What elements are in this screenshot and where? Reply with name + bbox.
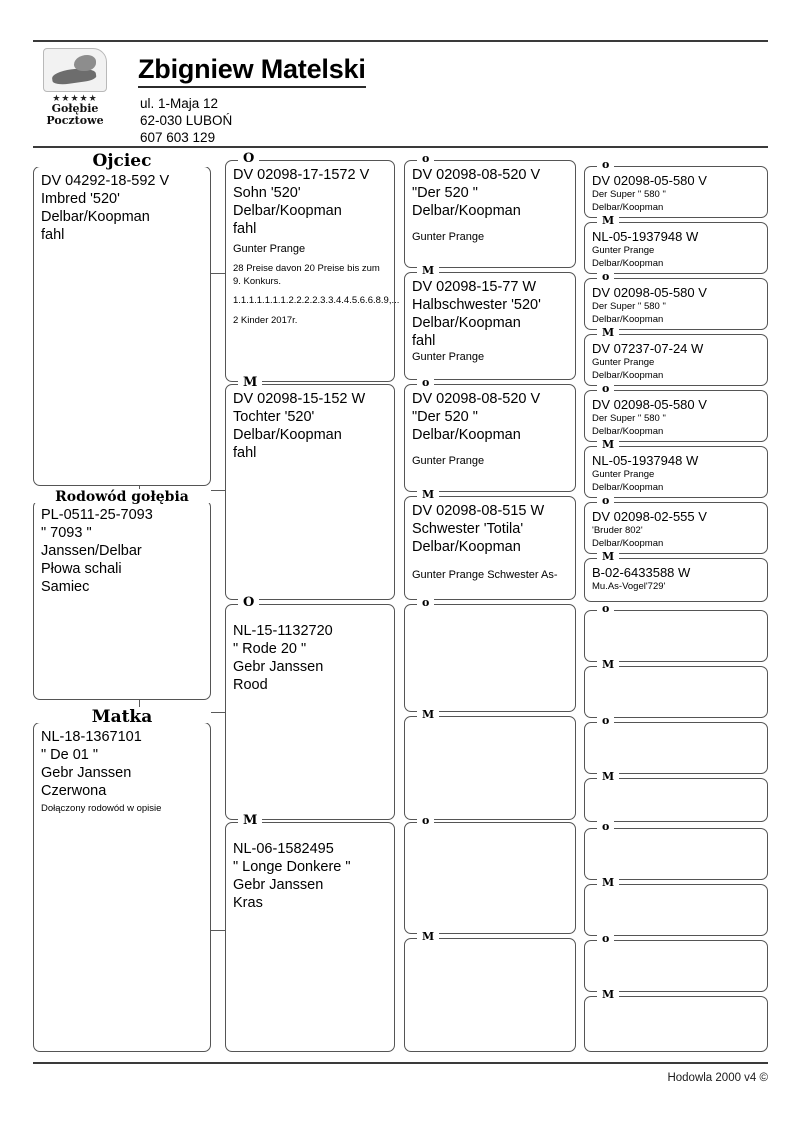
g3-1-ring: DV 02098-08-520 V <box>412 167 541 183</box>
g2-1-note-2: 1.1.1.1.1.1.1.2.2.2.2.3.3.4.4.5.6.6.8.9,... <box>233 295 400 306</box>
connector-g2-4 <box>211 930 225 931</box>
g2-2-tag: M <box>238 377 262 389</box>
subject-name: " 7093 " <box>41 525 92 541</box>
g4-3-strain: Delbar/Koopman <box>592 313 664 325</box>
logo-line-1: Gołębie <box>51 102 99 115</box>
g2-4-ring: NL-06-1582495 <box>233 841 334 857</box>
pedigree-box-g3-3[interactable] <box>404 376 576 492</box>
footer-text: Hodowla 2000 v4 © <box>667 1072 768 1084</box>
g4-4-tag: M <box>597 327 619 339</box>
g3-3-breeder: Gunter Prange <box>412 455 485 467</box>
g4-8-ring: B-02-6433588 W <box>592 565 691 580</box>
g4-2-tag: M <box>597 215 619 227</box>
g4-1-name: Der Super " 580 " <box>592 189 666 200</box>
g2-1-color: fahl <box>233 221 257 237</box>
pedigree-box-g4-7[interactable] <box>584 494 768 554</box>
stars-icon: ★★★★★ <box>52 93 98 103</box>
g4-6-name: Gunter Prange <box>592 469 655 480</box>
g4-5-strain: Delbar/Koopman <box>592 425 664 437</box>
pedigree-box-g4-15[interactable] <box>584 932 768 992</box>
g4-5-name: Der Super " 580 " <box>592 413 666 424</box>
g2-4-color: Kras <box>233 895 263 911</box>
pedigree-box-g4-11[interactable] <box>584 714 768 774</box>
logo-line-2: Pocztowe <box>46 114 104 127</box>
g4-12-tag: M <box>597 771 619 783</box>
g4-10-tag: M <box>597 659 619 671</box>
pedigree-box-subject[interactable] <box>33 489 211 700</box>
g3-3-name: "Der 520 " <box>412 409 478 425</box>
page-title: Zbigniew Matelski <box>138 54 366 88</box>
g4-4-name: Gunter Prange <box>592 357 655 368</box>
pedigree-box-g3-5[interactable] <box>404 596 576 712</box>
pedigree-box-g2-2[interactable] <box>225 375 395 600</box>
g2-3-tag: O <box>238 597 259 609</box>
g3-3-tag: o <box>417 377 434 389</box>
g4-7-name: 'Bruder 802' <box>592 525 643 536</box>
subject-strain: Janssen/Delbar <box>41 543 142 559</box>
mother-strain: Gebr Janssen <box>41 765 132 781</box>
g4-5-ring: DV 02098-05-580 V <box>592 397 707 412</box>
g4-6-strain: Delbar/Koopman <box>592 481 664 493</box>
connector-g2-2 <box>211 490 225 491</box>
pedigree-box-g4-10[interactable] <box>584 658 768 718</box>
g4-14-tag: M <box>597 877 619 889</box>
g2-2-name: Tochter '520' <box>233 409 315 425</box>
pedigree-box-g3-6[interactable] <box>404 708 576 820</box>
g2-1-ring: DV 02098-17-1572 V <box>233 167 370 183</box>
mother-ring: NL-18-1367101 <box>41 729 142 745</box>
g4-11-tag: o <box>597 715 614 727</box>
father-tag: Ojciec <box>34 155 210 167</box>
father-ring: DV 04292-18-592 V <box>41 173 170 189</box>
g4-1-strain: Delbar/Koopman <box>592 201 664 213</box>
g3-2-breeder: Gunter Prange <box>412 351 485 363</box>
connector-g2-1 <box>211 273 225 274</box>
g2-1-tag: O <box>238 153 259 165</box>
g4-4-strain: Delbar/Koopman <box>592 369 664 381</box>
g3-6-tag: M <box>417 709 439 721</box>
g3-4-name: Schwester 'Totila' <box>412 521 524 537</box>
pedigree-box-g3-2[interactable] <box>404 264 576 380</box>
g3-1-breeder: Gunter Prange <box>412 231 485 243</box>
father-strain: Delbar/Koopman <box>41 209 150 225</box>
g2-4-tag: M <box>238 815 262 827</box>
pedigree-box-g2-3[interactable] <box>225 595 395 820</box>
g4-13-tag: o <box>597 821 614 833</box>
g3-1-strain: Delbar/Koopman <box>412 203 521 219</box>
mother-name: " De 01 " <box>41 747 99 763</box>
pedigree-box-g2-4[interactable] <box>225 813 395 1052</box>
subject-tag: Rodowód gołębia <box>34 491 210 503</box>
g3-2-name: Halbschwester '520' <box>412 297 541 313</box>
g2-4-strain: Gebr Janssen <box>233 877 324 893</box>
pedigree-box-father[interactable] <box>33 151 211 486</box>
pedigree-box-g4-9[interactable] <box>584 602 768 662</box>
g3-2-ring: DV 02098-15-77 W <box>412 279 537 295</box>
document-footer <box>33 1062 768 1084</box>
g2-4-name: " Longe Donkere " <box>233 859 351 875</box>
pedigree-box-g4-8[interactable] <box>584 550 768 602</box>
pedigree-box-mother[interactable] <box>33 707 211 1052</box>
g2-3-ring: NL-15-1132720 <box>233 623 333 639</box>
g4-3-tag: o <box>597 271 614 283</box>
g3-1-tag: o <box>417 153 434 165</box>
g4-15-tag: o <box>597 933 614 945</box>
g2-2-ring: DV 02098-15-152 W <box>233 391 366 407</box>
pedigree-box-g4-6[interactable] <box>584 438 768 498</box>
address-line-2: 62-030 LUBOŃ <box>140 113 233 128</box>
pedigree-box-g4-12[interactable] <box>584 770 768 822</box>
g4-1-ring: DV 02098-05-580 V <box>592 173 707 188</box>
pedigree-box-g3-8[interactable] <box>404 930 576 1052</box>
g2-1-note-1: 28 Preise davon 20 Preise bis zum 9. Konkurs. <box>233 263 380 287</box>
subject-ring: PL-0511-25-7093 <box>41 507 153 523</box>
pedigree-box-g3-1[interactable] <box>404 152 576 268</box>
g4-7-tag: o <box>597 495 614 507</box>
g3-4-strain: Delbar/Koopman <box>412 539 521 555</box>
g4-2-ring: NL-05-1937948 W <box>592 229 699 244</box>
g4-6-ring: NL-05-1937948 W <box>592 453 699 468</box>
mother-tag: Matka <box>34 711 210 723</box>
g4-2-name: Gunter Prange <box>592 245 655 256</box>
father-name: Imbred '520' <box>41 191 120 207</box>
g3-4-breeder: Gunter Prange Schwester As- <box>412 569 558 581</box>
g3-7-tag: o <box>417 815 434 827</box>
g3-4-tag: M <box>417 489 439 501</box>
pedigree-box-g3-4[interactable] <box>404 488 576 600</box>
breeder-address <box>140 95 232 146</box>
connector-g2-3 <box>211 712 225 713</box>
pedigree-box-g4-5[interactable] <box>584 382 768 442</box>
g3-1-name: "Der 520 " <box>412 185 478 201</box>
g4-16-tag: M <box>597 989 619 1001</box>
g3-5-tag: o <box>417 597 434 609</box>
g4-2-strain: Delbar/Koopman <box>592 257 664 269</box>
pedigree-box-g4-16[interactable] <box>584 988 768 1052</box>
document-header <box>33 40 768 148</box>
g3-3-ring: DV 02098-08-520 V <box>412 391 541 407</box>
g4-8-tag: M <box>597 551 619 563</box>
g2-3-color: Rood <box>233 677 268 693</box>
g4-7-ring: DV 02098-02-555 V <box>592 509 707 524</box>
breeder-logo <box>36 48 114 142</box>
g2-1-strain: Delbar/Koopman <box>233 203 342 219</box>
father-color: fahl <box>41 227 65 243</box>
g2-1-name: Sohn '520' <box>233 185 301 201</box>
g2-2-strain: Delbar/Koopman <box>233 427 342 443</box>
g4-8-name: Mu.As-Vogel'729' <box>592 581 666 592</box>
g4-6-tag: M <box>597 439 619 451</box>
pedigree-box-g2-1[interactable] <box>225 151 400 382</box>
g3-3-strain: Delbar/Koopman <box>412 427 521 443</box>
pedigree-box-g3-7[interactable] <box>404 814 576 934</box>
g4-3-ring: DV 02098-05-580 V <box>592 285 707 300</box>
pedigree-box-g4-1[interactable] <box>584 158 768 218</box>
address-line-3: 607 603 129 <box>140 130 216 145</box>
g2-1-breeder: Gunter Prange <box>233 243 306 255</box>
g4-5-tag: o <box>597 383 614 395</box>
g2-3-strain: Gebr Janssen <box>233 659 324 675</box>
g3-4-ring: DV 02098-08-515 W <box>412 503 545 519</box>
g4-3-name: Der Super " 580 " <box>592 301 666 312</box>
subject-color: Płowa schali <box>41 561 122 577</box>
pedigree-box-g4-2[interactable] <box>584 214 768 274</box>
pedigree-box-g4-4[interactable] <box>584 326 768 386</box>
address-line-1: ul. 1-Maja 12 <box>140 96 219 111</box>
g3-2-strain: Delbar/Koopman <box>412 315 521 331</box>
g2-1-note-3: 2 Kinder 2017r. <box>233 314 298 326</box>
g3-2-tag: M <box>417 265 439 277</box>
g4-1-tag: o <box>597 159 614 171</box>
pigeon-icon <box>43 48 107 92</box>
g2-2-color: fahl <box>233 445 257 461</box>
g3-8-tag: M <box>417 931 439 943</box>
g4-9-tag: o <box>597 603 614 615</box>
pedigree-box-g4-3[interactable] <box>584 270 768 330</box>
g2-3-name: " Rode 20 " <box>233 641 307 657</box>
g4-7-strain: Delbar/Koopman <box>592 537 664 549</box>
g4-4-ring: DV 07237-07-24 W <box>592 341 704 356</box>
pedigree-box-g4-13[interactable] <box>584 820 768 880</box>
pedigree-box-g4-14[interactable] <box>584 876 768 936</box>
mother-note: Dołączony rodowód w opisie <box>41 803 162 814</box>
g3-2-color: fahl <box>412 333 436 349</box>
subject-sex: Samiec <box>41 579 90 595</box>
mother-color: Czerwona <box>41 783 107 799</box>
